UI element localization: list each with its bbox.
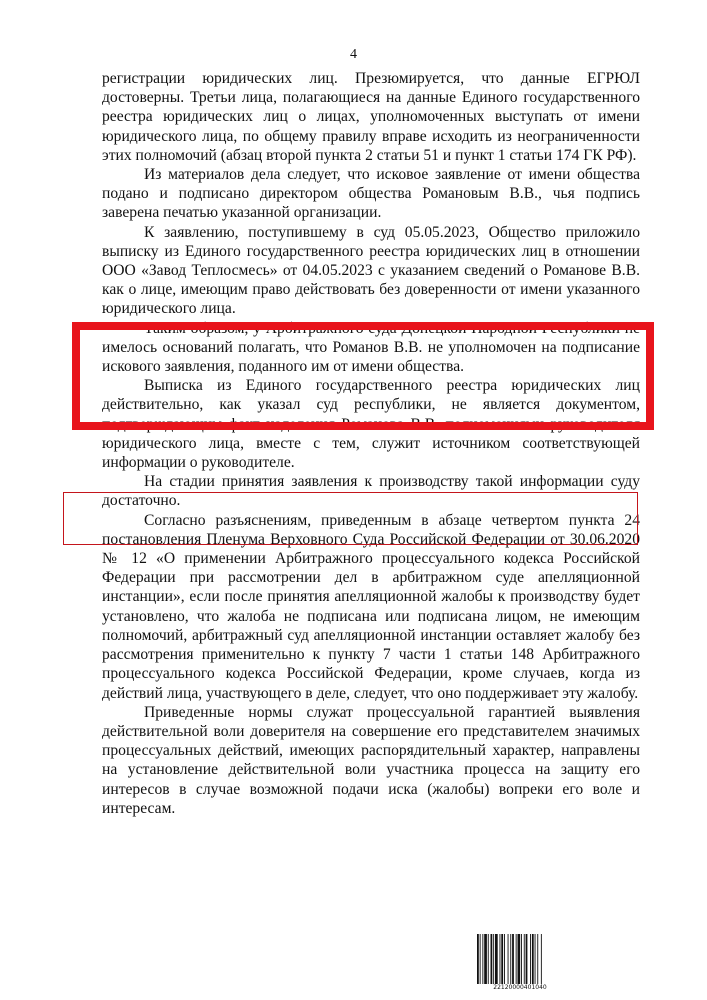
paragraph-sufficiency: На стадии принятия заявления к производству такой информации суду достаточно. [102,473,640,510]
paragraph-court-conclusion: Таким образом, у Арбитражного суда Донецкой Народной Республики не имелось оснований полагать, что Романов В.В. не уполномочен на подписание искового заявления, поданного им от имени общества. [102,319,640,376]
barcode-bar [510,934,511,984]
barcode-bar [512,934,514,984]
barcode-bar [493,934,494,984]
barcode-bar [495,934,498,984]
barcode-bar [532,934,534,984]
paragraph-egrul-presumption: регистрации юридических лиц. Презюмируется, что данные ЕГРЮЛ достоверны. Третьи лица, полагающиеся на данные Единого государственного реестра юридических лиц о лицах, уполномоченных выступать от имени юридического лица, по общему правилу вправе исходить из неограниченности этих полномочий (абзац второй пункта 2 статьи 51 и пункт 1 статьи 174 ГК РФ). [102,70,640,164]
barcode-number: 22120000401040 [493,984,547,991]
barcode-bar [537,934,538,984]
barcode-bar [484,934,487,984]
paragraph-plenum-clarification: Согласно разъяснениям, приведенным в абзаце четвертом пункта 24 постановления Пленума Верховного Суда Российской Федерации от 30.06.2020 № 12 «О применении Арбитражного процессуального кодекса Российской Федерации при рассмотрении дел в арбитражном суде апелляционной инстанции», если после принятия апелляционной жалобы к производству будет установлено, что жалоба не подписана или подписана лицом, не имеющим полномочий, арбитражный суд апелляционной инстанции оставляет жалобу без рассмотрения применительно к пункту 7 части 1 статьи 148 Арбитражного процессуального кодекса Российской Федерации, кроме случаев, когда из действий лица, участвующего в деле, следует, что оно поддерживает эту жалобу. [102,511,640,702]
barcode-bar [535,934,536,984]
barcode-bar [541,934,542,984]
barcode-bar [482,934,483,984]
paragraph-attached-extract: К заявлению, поступившему в суд 05.05.2023, Общество приложило выписку из Единого государственного реестра юридических лиц в отношении ООО «Завод Теплосмесь» от 04.05.2023 с указанием сведений о Романове В.В. как о лице, имеющим право действовать без доверенности от имени указанного юридического лица. [102,223,640,318]
barcode-bar [508,934,509,984]
barcode-bar [516,934,517,984]
barcode-bar [491,934,493,984]
barcode-bar [501,934,503,984]
paragraph-case-materials: Из материалов дела следует, что исковое заявление от имени общества подано и подписано директором общества Романовым В.В., чья подпись заверена печатью указанной организации. [102,166,640,222]
page-number: 4 [350,47,357,62]
paragraph-extract-evaluation: Выписка из Единого государственного реестра юридических лиц действительно, как указал суд республики, не является документом, подтверждающим факт наделения Романова В.В. полномочиями руководителя юридического лица, вместе с тем, служит источником соответствующей информации о руководителе. [102,377,640,472]
barcode-bar [480,934,481,984]
barcode-bar [500,934,501,984]
barcode-bar [524,934,525,984]
barcode-bars [476,934,564,984]
barcode-bar [526,934,528,984]
document-body [102,69,640,818]
barcode [476,934,564,994]
barcode-bar [530,934,531,984]
barcode-bar [488,934,489,984]
barcode-bar [521,934,522,984]
barcode-bar [518,934,521,984]
barcode-bar [477,934,479,984]
barcode-bar [504,934,505,984]
paragraph-procedural-guarantee: Приведенные нормы служат процессуальной гарантией выявления действительной воли доверителя на совершение его представителем значимых процессуальных действий, имеющих распорядительный характер, направлены на установление действительной воли участника процесса на защиту его интересов в случае возможной подачи иска (жалобы) вопреки его воле и интересам. [102,703,640,817]
